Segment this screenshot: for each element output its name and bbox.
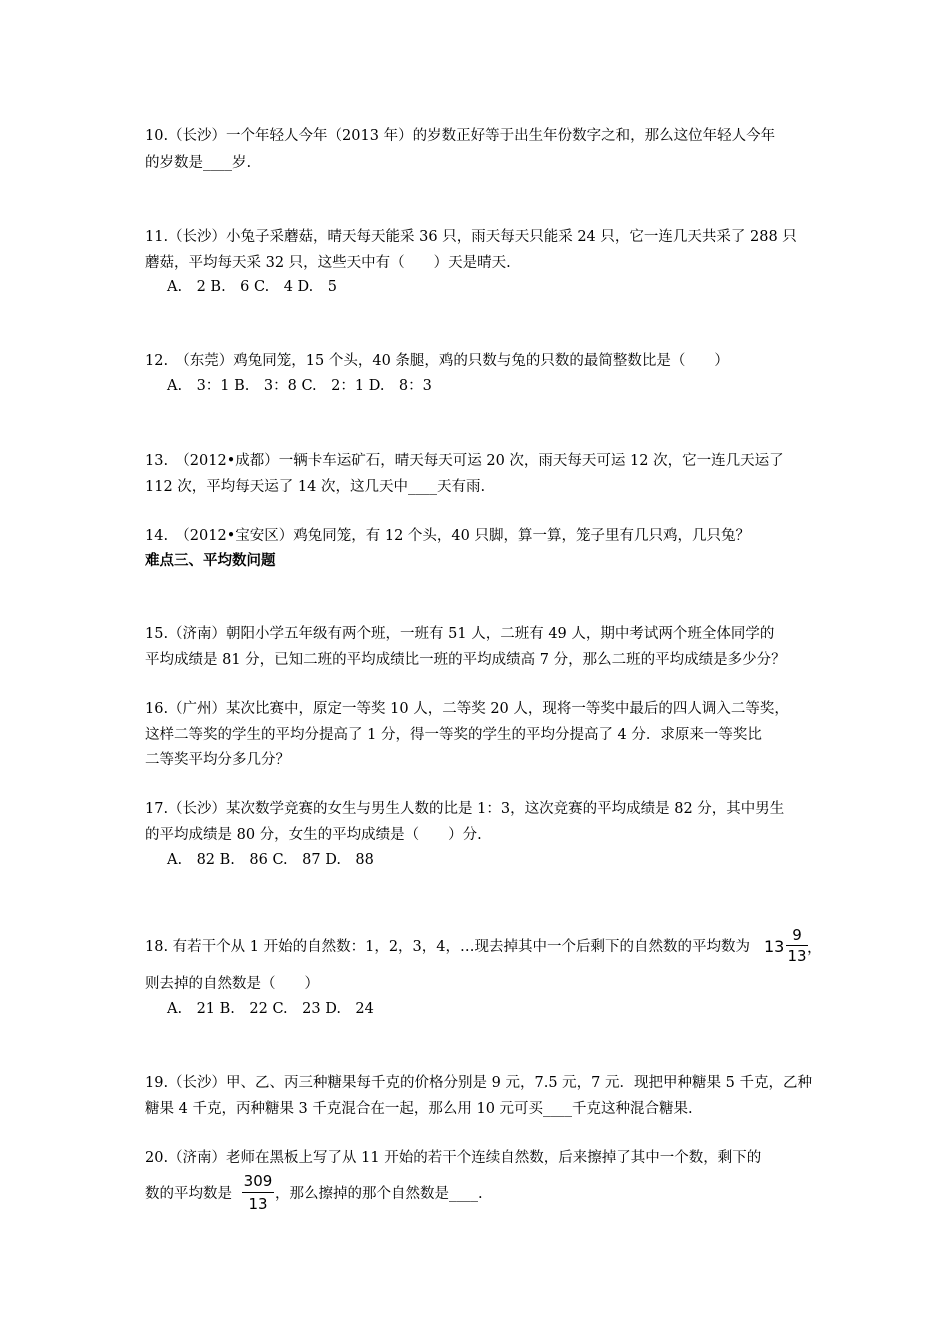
- q20-line-1: 20.（济南）老师在黑板上写了从 11 开始的若干个连续自然数，后来擦掉了其中一个数，剩下的: [145, 1150, 762, 1166]
- q20-line-2-after: ，那么擦掉的那个自然数是____.: [275, 1186, 483, 1202]
- q20-fraction-numerator: 309: [243, 1172, 273, 1190]
- q11-line-1: 11.（长沙）小兔子采蘑菇，晴天每天能采 36 只，雨天每天只能采 24 只，它一连几天共采了 288 只: [145, 229, 797, 245]
- q20-fraction: [242, 1172, 274, 1216]
- section-heading: 难点三、平均数问题: [145, 552, 276, 569]
- q10-line-2: 的岁数是____岁.: [145, 155, 252, 171]
- q18-options: A. 21 B. 22 C. 23 D. 24: [167, 1001, 374, 1017]
- q16-line-1: 16.（广州）某次比赛中，原定一等奖 10 人，二等奖 20 人，现将一等奖中最后的四人调入二等奖，: [145, 701, 789, 717]
- q16-line-2: 这样二等奖的学生的平均分提高了 1 分，得一等奖的学生的平均分提高了 4 分．求原来一等奖比: [145, 727, 762, 743]
- q19-line-2: 糖果 4 千克，丙种糖果 3 千克混合在一起，那么用 10 元可买____千克这种混合糖果.: [145, 1101, 693, 1117]
- q10-line-1: 10.（长沙）一个年轻人今年（2013 年）的岁数正好等于出生年份数字之和，那么这位年轻人今年: [145, 128, 776, 144]
- q15-line-1: 15.（济南）朝阳小学五年级有两个班，一班有 51 人，二班有 49 人，期中考试两个班全体同学的: [145, 626, 775, 642]
- q18-fraction-bar: [786, 945, 808, 946]
- q18-trailing-comma: ，: [807, 938, 823, 956]
- q17-options: A. 82 B. 86 C. 87 D. 88: [167, 852, 374, 868]
- q14-line-1: 14. （2012•宝安区）鸡兔同笼，有 12 个头，40 只脚，算一算，笼子里有几只鸡，几只兔？: [145, 528, 750, 544]
- q16-line-3: 二等奖平均分多几分？: [145, 752, 290, 768]
- q15-line-2: 平均成绩是 81 分，已知二班的平均成绩比一班的平均成绩高 7 分，那么二班的平均成绩是多少分？: [145, 652, 786, 668]
- q20-fraction-denominator: 13: [248, 1195, 268, 1213]
- q20-fraction-bar: [242, 1192, 274, 1193]
- q20-line-2-before: 数的平均数是: [145, 1186, 232, 1202]
- q13-line-1: 13. （2012•成都）一辆卡车运矿石，晴天每天可运 20 次，雨天每天可运 12 次，它一连几天运了: [145, 453, 784, 469]
- q11-line-2: 蘑菇，平均每天采 32 只，这些天中有（ ）天是晴天.: [145, 255, 511, 271]
- q18-mixed-whole: 13: [764, 937, 785, 956]
- q18-mixed-numerator: 9: [792, 926, 802, 944]
- q18-line-1: 18. 有若干个从 1 开始的自然数：1，2，3，4，…现去掉其中一个后剩下的自然数的平均数为: [145, 939, 751, 955]
- q19-line-1: 19.（长沙）甲、乙、丙三种糖果每千克的价格分别是 9 元，7.5 元，7 元．现把甲种糖果 5 千克，乙种: [145, 1075, 812, 1091]
- q17-line-2: 的平均成绩是 80 分，女生的平均成绩是（ ）分.: [145, 827, 482, 843]
- q18-line-2: 则去掉的自然数是（ ）: [145, 976, 319, 992]
- q12-line-1: 12. （东莞）鸡兔同笼，15 个头，40 条腿，鸡的只数与兔的只数的最简整数比是（ ）: [145, 353, 729, 369]
- q12-options: A. 3：1 B. 3：8 C. 2：1 D. 8：3: [167, 378, 432, 394]
- q18-mixed-denominator: 13: [787, 947, 807, 965]
- q11-options: A. 2 B. 6 C. 4 D. 5: [167, 279, 337, 295]
- q17-line-1: 17.（长沙）某次数学竞赛的女生与男生人数的比是 1：3，这次竞赛的平均成绩是 82 分，其中男生: [145, 801, 785, 817]
- q13-line-2: 112 次，平均每天运了 14 次，这几天中____天有雨.: [145, 479, 486, 495]
- q18-mixed-number: [764, 926, 823, 968]
